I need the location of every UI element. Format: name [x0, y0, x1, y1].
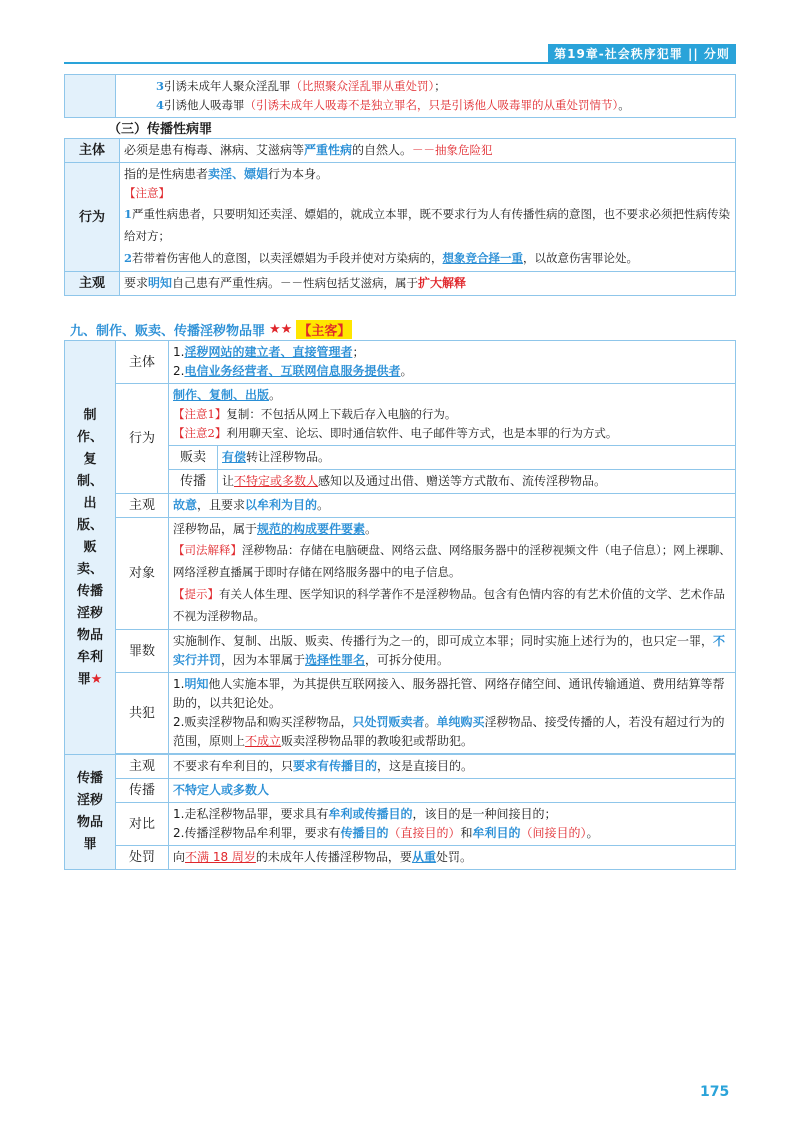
s3-mental-note-pre: －－性病包括艾滋病，属于 — [280, 276, 419, 290]
c2-cmp2-em2: 牟利目的 — [472, 826, 521, 840]
s9-act-note2-text: 利用聊天室、论坛、即时通信软件、电子邮件等方式，也是本罪的行为方式。 — [226, 426, 618, 440]
s9-act-main — [173, 386, 731, 405]
c2-penalty-em: 从重 — [411, 850, 436, 864]
s9-object-em: 规范的构成要件要素 — [257, 522, 366, 536]
c2-penalty-post: 处罚。 — [435, 850, 472, 864]
c2-compare-label: 对比 — [116, 803, 169, 846]
s9-acc2-num: 2. — [173, 715, 185, 729]
c2-cmp1-em: 牟利或传播目的 — [328, 807, 413, 821]
s9-object-content — [169, 518, 736, 630]
section9-tag: 【主客】 — [296, 320, 352, 339]
s9-act-note2 — [173, 424, 731, 443]
c2-cmp1-pre: 1.走私淫秽物品罪，要求具有 — [173, 807, 329, 821]
s3-act-pre: 指的是性病患者 — [124, 167, 209, 181]
s9-count-pre: 实施制作、复制、出版、贩卖、传播行为之一的，即可成立本罪；同时实施上述行为的，也只定一罪， — [173, 634, 714, 648]
section9-table — [64, 340, 736, 870]
s9-acc1-post: 他人实施本罪，为其提供互联网接入、服务器托管、网络存储空间、通讯传输通道、费用结算等帮助的，以共犯论处。 — [173, 677, 725, 710]
s9-act-main-text: 制作、复制、出版 — [173, 388, 270, 402]
s9-acc2-pre: 贩卖淫秽物品和购买淫秽物品， — [184, 715, 353, 729]
continuation-line-4 — [156, 96, 731, 115]
s9-mental-em2: 以牟利为目的 — [245, 498, 318, 512]
c2-cmp2-pre: 2.传播淫秽物品牟利罪，要求有 — [173, 826, 341, 840]
line3-end: ； — [434, 79, 446, 93]
c2-cmp1 — [173, 805, 731, 824]
s9-sell-post: 转让淫秽物品。 — [246, 450, 331, 464]
c2-cmp2-and: 和 — [460, 826, 473, 840]
s9-act-note2-tag: 【注意2】 — [173, 426, 227, 440]
line4-number: 4 — [156, 98, 165, 112]
c2-spread-em: 不特定人或多数人 — [173, 783, 270, 797]
s9-mental-content — [169, 494, 736, 518]
s3-note2 — [124, 247, 731, 269]
s9-sell-content — [218, 446, 736, 470]
s9-mental-em1: 故意 — [173, 498, 198, 512]
s9-sell-label: 贩卖 — [169, 446, 218, 470]
s3-mental-note-em: 扩大解释 — [418, 276, 467, 290]
header-rule — [64, 62, 736, 64]
s9-subject2-end: 。 — [400, 364, 413, 378]
c2-cmp1-post: ，该目的是一种间接目的； — [412, 807, 557, 821]
s9-object-label: 对象 — [116, 518, 169, 630]
c2-mental-content — [169, 755, 736, 779]
s3-note-title: 【注意】 — [124, 186, 170, 200]
c2-mental-post: ，这是直接目的。 — [377, 759, 474, 773]
s3-mental-pre: 要求 — [124, 276, 149, 290]
c2-mental-em: 要求有传播目的 — [293, 759, 378, 773]
s9-acc1-num: 1. — [173, 677, 185, 691]
c2-cmp2 — [173, 824, 731, 843]
s3-act-post: 行为本身。 — [268, 167, 329, 181]
s3-note1-text: 严重性病患者，只要明知还卖淫、嫖娼的，就成立本罪，既不要求行为人有传播性病的意图，也不要求必须把性病传染给对方； — [124, 207, 731, 243]
c2-spread-label: 传播 — [116, 779, 169, 803]
s9-object-tip — [173, 583, 731, 627]
c2-mental-pre: 不要求有牟利目的，只 — [173, 759, 294, 773]
s9-subject2-num: 2. — [173, 364, 185, 378]
s9-object-pre: 淫秽物品，属于 — [173, 522, 258, 536]
s3-act-line1 — [124, 165, 731, 184]
s3-mental-post: 自己患有严重性病。 — [172, 276, 281, 290]
page-number: 175 — [700, 1084, 730, 1100]
s9-act-main-end: 。 — [269, 388, 282, 402]
s9-object-end: 。 — [365, 522, 378, 536]
s9-act-content — [169, 384, 736, 446]
s9-sell-em: 有偿 — [222, 450, 247, 464]
c2-penalty-red: 不满 18 周岁 — [185, 850, 256, 864]
s3-note2-em: 想象竞合择一重 — [442, 251, 524, 265]
s3-subject-pre: 必须是患有梅毒、淋病、艾滋病等 — [124, 143, 305, 157]
s9-acc2-red: 不成立 — [245, 734, 282, 748]
s3-note2-num: 2 — [124, 251, 133, 265]
chapter-title: 第19章-社会秩序犯罪 || 分则 — [554, 46, 730, 61]
c2-cmp2-red2: （间接目的） — [520, 826, 587, 840]
s3-mental-em: 明知 — [148, 276, 173, 290]
s9-acc2 — [173, 713, 731, 751]
s3-act-label: 行为 — [65, 163, 120, 272]
s9-acc2-mid1: 。 — [424, 715, 437, 729]
s9-acc1 — [173, 675, 731, 713]
s9-object-tip-tag: 【提示】 — [173, 587, 219, 601]
line3-text: 引诱未成年人聚众淫乱罪 — [164, 79, 291, 93]
s3-subject-post: 的自然人。 — [352, 143, 413, 157]
continuation-label-cell — [65, 75, 116, 118]
s3-subject-label: 主体 — [65, 139, 120, 163]
s3-note1 — [124, 203, 731, 247]
s9-accomplice-label: 共犯 — [116, 673, 169, 754]
s9-subject1-end: ； — [352, 345, 365, 359]
s3-note2-pre: 若带着伤害他人的意图，以卖淫嫖娼为手段并使对方染病的， — [132, 251, 443, 265]
s9-act-note1-tag: 【注意1】 — [173, 407, 227, 421]
section9-heading — [70, 320, 352, 339]
s9-object-tip-text: 有关人体生理、医学知识的科学著作不是淫秽物品。包含有色情内容的有艺术价值的文学、艺术作品不视为淫秽物品。 — [173, 587, 725, 623]
s3-act-em: 卖淫、嫖娼 — [208, 167, 269, 181]
s9-object-judicial — [173, 539, 731, 583]
s9-mental-mid: ，且要求 — [197, 498, 246, 512]
s3-mental-label: 主观 — [65, 272, 120, 296]
s3-subject-content — [120, 139, 736, 163]
s9-act-note1 — [173, 405, 731, 424]
s9-object-judicial-text: 淫秽物品：存储在电脑硬盘、网络云盘、网络服务器中的淫秽视频文件（电子信息）；网上裸聊、网络淫秽直播属于即时存储在网络服务器中的电子信息。 — [173, 543, 731, 579]
s9-subject2-text: 电信业务经营者、互联网信息服务提供者 — [184, 364, 401, 378]
s9-object-main — [173, 520, 731, 539]
s9-spread-em: 不特定或多数人 — [234, 474, 319, 488]
c2-penalty-label: 处罚 — [116, 846, 169, 870]
s3-subject-em: 严重性病 — [304, 143, 353, 157]
continuation-table — [64, 74, 736, 118]
section3-table — [64, 138, 736, 296]
s9-subject-label: 主体 — [116, 341, 169, 384]
line4-note: （引诱未成年人吸毒不是独立罪名，只是引诱他人吸毒罪的从重处罚情节） — [244, 98, 619, 112]
s9-subject1 — [173, 343, 731, 362]
section3-title: （三）传播性病罪 — [108, 122, 213, 137]
s9-act-note1-text: 复制：不包括从网上下载后存入电脑的行为。 — [226, 407, 457, 421]
s9-subject2 — [173, 362, 731, 381]
crime1-label: 制作、复制、出版、贩卖、传播淫秽物品牟利罪 — [76, 407, 103, 687]
line4-text: 引诱他人吸毒罪 — [164, 98, 245, 112]
s9-mental-end: 。 — [317, 498, 330, 512]
crime1-label-cell — [65, 341, 116, 755]
c2-mental-label: 主观 — [116, 755, 169, 779]
c2-penalty-mid: 的未成年人传播淫秽物品，要 — [255, 850, 412, 864]
s9-acc2-post: 贩卖淫秽物品罪的教唆犯或帮助犯。 — [281, 734, 474, 748]
c2-penalty-content — [169, 846, 736, 870]
s9-count-em2: 选择性罪名 — [305, 653, 366, 667]
c2-cmp2-end: 。 — [586, 826, 599, 840]
s9-spread-content — [218, 470, 736, 494]
c2-spread-content — [169, 779, 736, 803]
s9-accomplice-content — [169, 673, 736, 754]
continuation-line-3 — [156, 77, 731, 96]
s9-subject1-text: 淫秽网站的建立者、直接管理者 — [184, 345, 353, 359]
c2-penalty-pre: 向 — [173, 850, 186, 864]
c2-cmp2-red1: （直接目的） — [388, 826, 461, 840]
s9-acc2-em1: 只处罚贩卖者 — [352, 715, 425, 729]
continuation-content — [116, 75, 736, 118]
s9-count-mid: ，因为本罪属于 — [221, 653, 306, 667]
s9-spread-label: 传播 — [169, 470, 218, 494]
s3-subject-note: －－抽象危险犯 — [412, 143, 493, 157]
s9-act-label: 行为 — [116, 384, 169, 494]
s9-count-em1: 不实行并罚 — [173, 634, 726, 667]
s9-count-post: ，可拆分使用。 — [365, 653, 450, 667]
s9-acc1-em: 明知 — [184, 677, 209, 691]
s9-acc2-em2: 单纯购买 — [436, 715, 485, 729]
crime2-label-cell: 传播淫秽物品罪 — [65, 755, 116, 870]
section9-title: 九、制作、贩卖、传播淫秽物品罪 — [70, 324, 266, 339]
line4-end: 。 — [618, 98, 630, 112]
s9-count-content — [169, 630, 736, 673]
s9-mental-label: 主观 — [116, 494, 169, 518]
c2-cmp2-em1: 传播目的 — [340, 826, 389, 840]
s3-note2-post: ，以故意伤害罪论处。 — [523, 251, 639, 265]
c2-compare-content — [169, 803, 736, 846]
chapter-header — [548, 44, 736, 62]
line3-number: 3 — [156, 79, 165, 93]
s9-object-judicial-tag: 【司法解释】 — [173, 543, 242, 557]
section9-stars: ★★ — [269, 322, 293, 337]
line3-note: （比照聚众淫乱罪从重处罚） — [290, 79, 435, 93]
s9-acc2-mid2: 淫秽物品、接受传播的人，若没有超过行为的范围，原则上 — [173, 715, 725, 748]
s9-count-label: 罪数 — [116, 630, 169, 673]
s9-spread-pre: 让 — [222, 474, 235, 488]
crime1-star: ★ — [90, 671, 103, 687]
s3-note1-num: 1 — [124, 207, 133, 221]
s9-subject-content — [169, 341, 736, 384]
s3-mental-content — [120, 272, 736, 296]
s3-act-content — [120, 163, 736, 272]
s9-subject1-num: 1. — [173, 345, 185, 359]
s9-spread-post: 感知以及通过出借、赠送等方式散布、流传淫秽物品。 — [318, 474, 607, 488]
